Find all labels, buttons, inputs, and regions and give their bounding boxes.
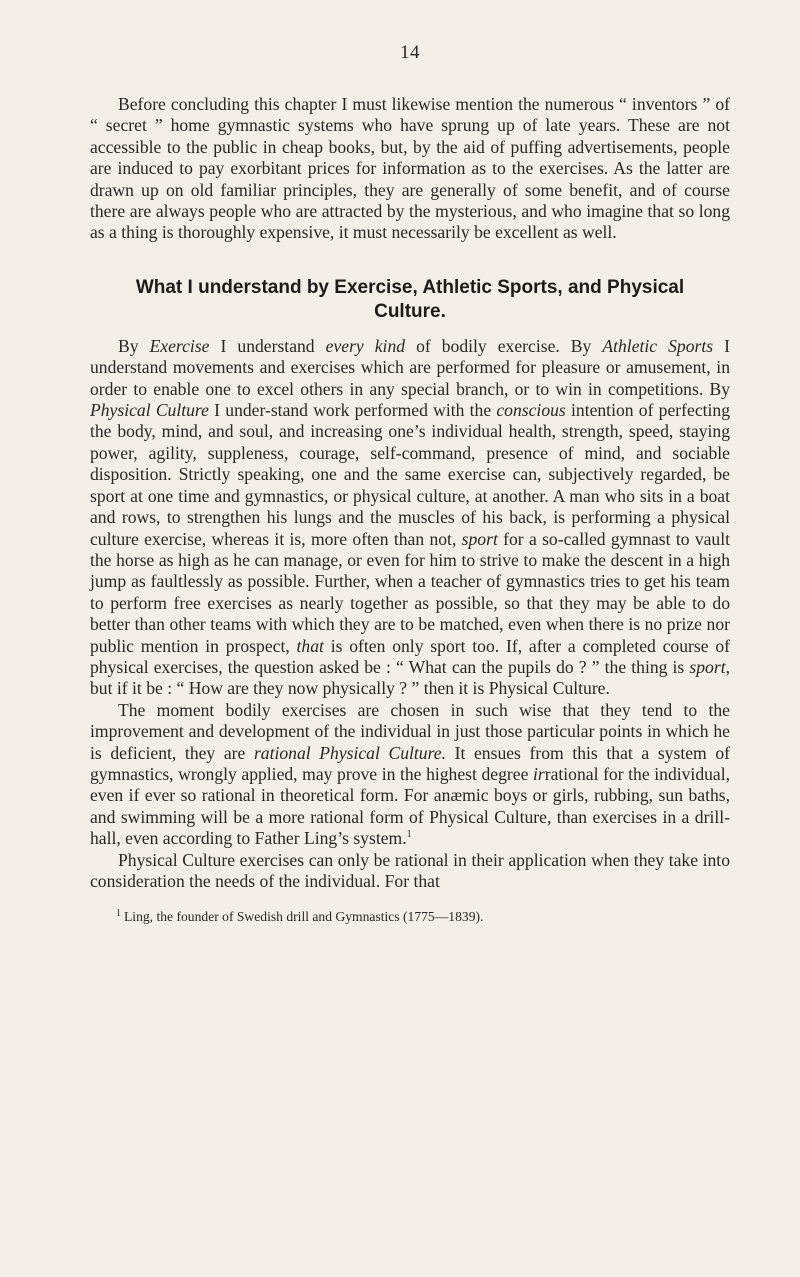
italic-sport: sport <box>689 656 726 677</box>
section-heading-line1: What I understand by Exercise, Athletic Sports, and Physical <box>135 276 685 298</box>
footnote <box>90 908 730 926</box>
book-page <box>90 42 730 926</box>
section-heading-line2: Culture. <box>374 300 446 322</box>
italic-every-kind: every kind <box>325 335 406 356</box>
italic-conscious: conscious <box>496 400 566 421</box>
text-run: It ensues from this that a system of gymnastics, wrongly applied, may prove in the highest degree <box>90 742 730 784</box>
italic-rational-physical-culture: rational Physical Culture. <box>253 742 446 763</box>
italic-that: that <box>296 635 324 656</box>
text-run: By <box>118 335 150 356</box>
text-run: , but if it be : “ How are they now physically ? ” then it is Physical Culture. <box>90 656 730 699</box>
paragraph-inventors: Before concluding this chapter I must likewise mention the numerous “ inventors ” of “ secret ” home gymnastic systems who have sprung up of late years. These are not accessible to the public in cheap books, but, by the aid of puffing advertisements, people are induced to pay exorbitant prices for information as to the exercises. As the latter are drawn up on old familiar principles, they are generally of some benefit, and of course there are always people who are attracted by the mysterious, and who imagine that so long as a thing is thoroughly expensive, it must necessarily be excellent as well. <box>90 94 730 243</box>
text-run: for a so-called gymnast to vault the horse as high as he can manage, or even for him to strive to make the descent in a high jump as faultlessly as possible. Further, when a teacher of gymnastics tries to get his team to perform free exercises as nearly together as possible, so that they may be able to do better than other teams with which they are to be matched, even when there is no prize nor public mention in prospect, <box>90 528 730 656</box>
paragraph-application: Physical Culture exercises can only be rational in their application when they take into consideration the needs of the individual. For that <box>90 849 730 891</box>
italic-ir-prefix: ir <box>532 763 545 784</box>
page-number: 14 <box>400 42 420 63</box>
text-run: rational for the individual, even if ever so rational in theoretical form. For anæmic boys or girls, rubbing, sun baths, and swimming will be a more rational form of Physical Culture, than exercises in a drill-hall, even according to Father Ling’s system. <box>90 763 731 849</box>
text-run: The moment bodily exercises are chosen in such wise that they tend to the improvement and development of the individual in just those particular points in which he is deficient, they are <box>90 699 730 763</box>
footnote-mark: 1 <box>116 907 121 919</box>
section-heading <box>90 276 730 324</box>
italic-term-athletic-sports: Athletic Sports <box>602 335 714 356</box>
text-run: intention of perfecting the body, mind, and soul, and increasing one’s individual health, strength, speed, staying power, agility, suppleness, courage, self-command, presence of mind, and sociable disposition. Strictly speaking, one and the same exercise can, subjectively regarded, be sport at one time and gymnastics, or physical culture, at another. A man who sits in a boat and rows, to strengthen his lungs and the muscles of his back, is performing a physical culture exercise, whereas it is, more often than not, <box>90 400 730 549</box>
paragraph-definitions <box>90 336 730 700</box>
footnote-text: Ling, the founder of Swedish drill and Gymnastics (1775—1839). <box>124 909 484 925</box>
text-run: is often only sport too. If, after a completed course of physical exercises, the question asked be : “ What can the pupils do ? ” the thing is <box>90 635 730 677</box>
paragraph-rational-culture <box>90 700 730 850</box>
text-run: I under-stand work performed with the <box>208 400 497 421</box>
italic-sport: sport <box>461 528 498 549</box>
text-run: I understand movements and exercises which are performed for pleasure or amusement, in order to enable one to excel others in any special branch, or to win in competitions. By <box>90 335 730 399</box>
footnote-reference: 1 <box>406 829 412 841</box>
text-run: of bodily exercise. By <box>405 335 603 356</box>
italic-term-physical-culture: Physical Culture <box>90 400 209 421</box>
text-run: I understand <box>209 335 326 356</box>
italic-term-exercise: Exercise <box>149 335 210 356</box>
